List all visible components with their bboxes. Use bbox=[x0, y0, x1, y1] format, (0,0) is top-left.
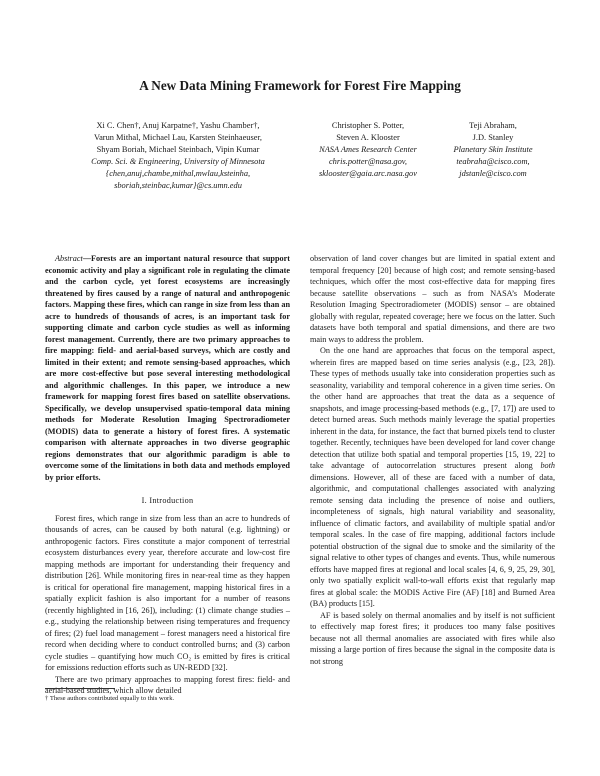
author-line: Shyam Boriah, Michael Steinbach, Vipin Kumar bbox=[96, 145, 260, 154]
author-line: Xi C. Chen†, Anuj Karpatne†, Yashu Chamber†, bbox=[96, 121, 260, 130]
right-paragraph-2-part-a: On the one hand are approaches that focus on the temporal aspect, wherein fires are mapped based on time series analysis (e.g., [23, 28]). These types of methods usually take into consideration properties such as seasonality, variability and temporal coherence in a given time series. On the other hand are approaches that treat the data as a sequence of snapshots, and image processing-based methods (e.g., [7, 17]) are used to detect burned areas. Such methods mainly leverage the spatial properties inherent in the data, for instance, the fact that burned pixels tend to cluster together. Recently, techniques have been developed for land cover change detection that utilize both spatial and temporal properties [15, 19, 22] to take advantage of autocorrelation structures present along bbox=[310, 346, 555, 470]
author-block-umn bbox=[58, 120, 298, 192]
paper-title: A New Data Mining Framework for Forest Fire Mapping bbox=[139, 78, 461, 93]
right-paragraph-1: observation of land cover changes but are limited in spatial extent and temporal frequency [20] because of high cost; and remote sensing-based techniques, which offer the most cost-effective data for mapping fires because satellite observations – such as from NASA’s Moderate Resolution Imaging Spectroradiometer (MODIS) sensor – are obtained globally with regular, repeated coverage; here we focus on the latter. Such datasets have both temporal and spatial dimensions, and there are two main ways to address the problem. bbox=[310, 254, 555, 344]
author-affiliation: NASA Ames Research Center bbox=[319, 145, 417, 154]
right-column bbox=[310, 253, 555, 667]
author-block-planetary-skin bbox=[430, 120, 556, 180]
author-affiliation: Planetary Skin Institute bbox=[453, 145, 533, 154]
author-email: jdstanle@cisco.com bbox=[459, 169, 527, 178]
author-email: {chen,anuj,chambe,mithal,mwlau,ksteinha, bbox=[105, 169, 251, 178]
abstract bbox=[45, 253, 290, 483]
author-line: Christopher S. Potter, bbox=[331, 121, 405, 130]
author-line: J.D. Stanley bbox=[472, 133, 514, 142]
emphasis-both: both bbox=[540, 461, 555, 470]
abstract-text: —Forests are an important natural resource that support economic activity and play a significant role in regulating the climate and the carbon cycle, yet forest ecosystems are increasingly threatened by fires caused by a range of natural and anthropogenic factors. Mapping these fires, which can range in size from less than an acre to hundreds of thousands of acres, is an important task for supporting climate and carbon cycle studies as well as informing forest management. Currently, there are two primary approaches to fire mapping: field- and aerial-based surveys, which are costly and limited in their extent; and remote sensing-based approaches, which are more cost-effective but pose several interesting methodological and algorithmic challenges. In this paper, we introduce a new framework for mapping forest fires based on satellite observations. Specifically, we develop unsupervised spatio-temporal data mining methods for Moderate Resolution Imaging Spectroradiometer (MODIS) data to generate a history of forest fires. A systematic comparison with alternate approaches in two diverse geographic regions demonstrates that our algorithmic paradigm is able to overcome some of the limitations in both data and methods employed by prior efforts. bbox=[45, 254, 290, 482]
abstract-lead: Abstract bbox=[55, 254, 83, 263]
author-email: teabraha@cisco.com, bbox=[456, 157, 530, 166]
author-affiliation: Comp. Sci. & Engineering, University of Minnesota bbox=[91, 157, 265, 166]
author-line: Teji Abraham, bbox=[469, 121, 517, 130]
intro-paragraph-2: There are two primary approaches to mapping forest fires: field- and aerial-based studies, which allow detailed bbox=[45, 674, 290, 695]
section-heading-introduction: I. Introduction bbox=[141, 496, 194, 505]
footnote-rule bbox=[45, 688, 115, 689]
right-paragraph-2 bbox=[310, 345, 555, 610]
author-email: sboriah,steinbac,kumar}@cs.umn.edu bbox=[114, 181, 242, 190]
author-email: chris.potter@nasa.gov, bbox=[328, 157, 408, 166]
author-line: Steven A. Klooster bbox=[336, 133, 400, 142]
footnote: † These authors contributed equally to this work. bbox=[45, 695, 175, 702]
right-paragraph-3: AF is based solely on thermal anomalies and by itself is not sufficient to effectively map forest fires; it produces too many false positives because not all thermal anomalies are associated with fires while also missing a large portion of fires because the signal in the composite data is not strong bbox=[310, 610, 555, 666]
author-line: Varun Mithal, Michael Lau, Karsten Steinhaeuser, bbox=[93, 133, 263, 142]
author-email: sklooster@gaia.arc.nasa.gov bbox=[319, 169, 417, 178]
right-paragraph-2-part-b: dimensions. However, all of these are faced with a number of data, algorithmic, and computational challenges associated with analyzing remote sensing data including the presence of noise and outliers, incompleteness of signals, high natural variability and seasonality, influence of climatic factors, and availability of multiple spatial and/or temporal scales. In the case of fire mapping, additional factors include potential obstruction of the signal due to smoke and the similarity of the signal relative to other types of changes and events. Thus, while numerous efforts have mapped fires at regional and local scales [4, 6, 9, 25, 29, 30], only two spatially explicit wall-to-wall efforts exist that regularly map fires at global scale: the MODIS Active Fire (AF) [18] and Burned Area (BA) products [15]. bbox=[310, 472, 555, 608]
left-column bbox=[45, 253, 290, 697]
intro-paragraph-1: Forest fires, which range in size from less than an acre to hundreds of thousands of acres, can be caused by both natural (e.g. lightning) or anthropogenic factors. Fires constitute a major component of terrestrial ecosystem disturbances every year, therefore accurate and low-cost fire mapping methods are important for understanding their frequency and distribution [26]. While monitoring fires in near-real time as they happen is critical for operational fire management, mapping historical fires in a spatially explicit fashion is also important for a number of reasons (recently highlighted in [16, 26]), including: (1) climate change studies – e.g., studying the relationship between rising temperatures and frequency of fires; (2) fuel load management – forest managers need a historical fire record when deciding where to conduct controlled burns; and (3) carbon cycle studies – quantifying how much CO₂ is emitted by fires is critical for emissions reduction efforts such as UN-REDD [32]. bbox=[45, 513, 290, 672]
author-block-nasa bbox=[304, 120, 432, 180]
